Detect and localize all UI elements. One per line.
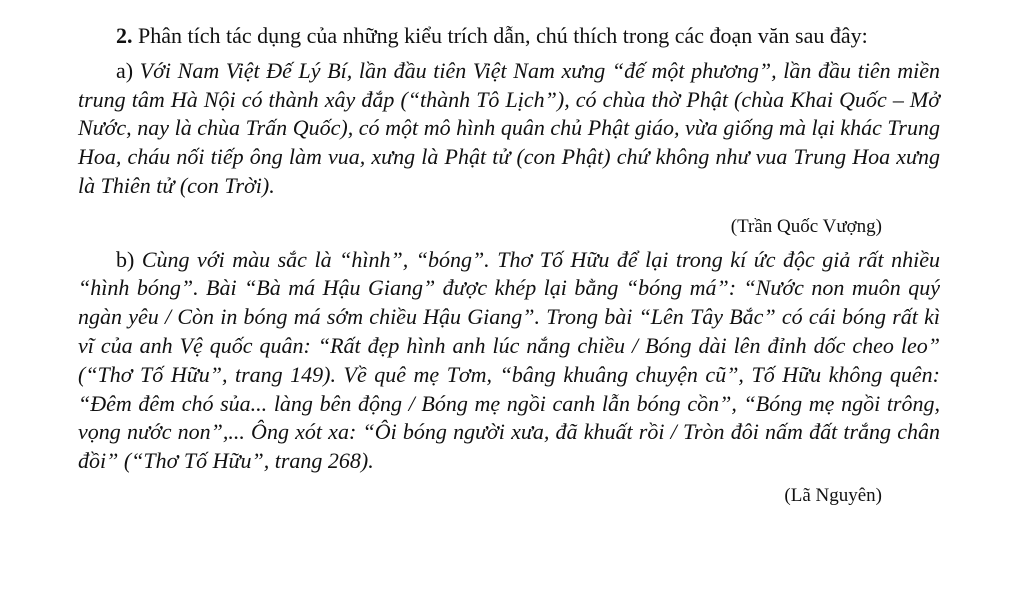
passage-a — [78, 57, 940, 201]
exercise-prompt-text: Phân tích tác dụng của những kiểu trích dẫn, chú thích trong các đoạn văn sau đây: — [138, 23, 868, 48]
passage-b-source: (Lã Nguyên) — [784, 484, 882, 506]
exercise-number: 2. — [116, 23, 133, 48]
document-page — [78, 22, 940, 511]
passage-b-label: b) — [116, 246, 135, 272]
exercise-prompt — [78, 22, 940, 51]
passage-b — [78, 246, 940, 476]
passage-a-label: a) — [116, 57, 134, 83]
passage-a-source: (Trần Quốc Vượng) — [730, 215, 882, 237]
passage-a-text: Với Nam Việt Đế Lý Bí, lần đầu tiên Việt Nam xưng “đế một phương”, lần đầu tiên miền trung tâm Hà Nội có thành xây đắp (“thành Tô Lịch”), có chùa thờ Phật (chùa Khai Quốc – Mở Nước, nay là chùa Trấn Quốc), có một mô hình quân chủ Phật giáo, vừa giống mà lại khác Trung Hoa, cháu nối tiếp ông làm vua, xưng là Phật tử (con Phật) chứ không như vua Trung Hoa xưng là Thiên tử (con Trời). — [78, 57, 941, 198]
passage-b-text: Cùng với màu sắc là “hình”, “bóng”. Thơ Tố Hữu để lại trong kí ức độc giả rất nhiều “hình bóng”. Bài “Bà má Hậu Giang” được khép lại bằng “bóng má”: “Nước non muôn quý ngàn yêu / Còn in bóng má sớm chiều Hậu Giang”. Trong bài “Lên Tây Bắc” có cái bóng rất kì vĩ của anh Vệ quốc quân: “Rất đẹp hình anh lúc nắng chiều / Bóng dài lên đỉnh dốc cheo leo” (“Thơ Tố Hữu”, trang 149). Về quê mẹ Tơm, “bâng khuâng chuyện cũ”, Tố Hữu không quên: “Đêm đêm chó sủa... làng bên động / Bóng mẹ ngồi canh lẫn bóng cồn”, “Bóng mẹ ngồi trông, vọng nước non”,... Ông xót xa: “Ôi bóng người xưa, đã khuất rồi / Tròn đôi nấm đất trắng chân đồi” (“Thơ Tố Hữu”, trang 268). — [78, 246, 941, 474]
